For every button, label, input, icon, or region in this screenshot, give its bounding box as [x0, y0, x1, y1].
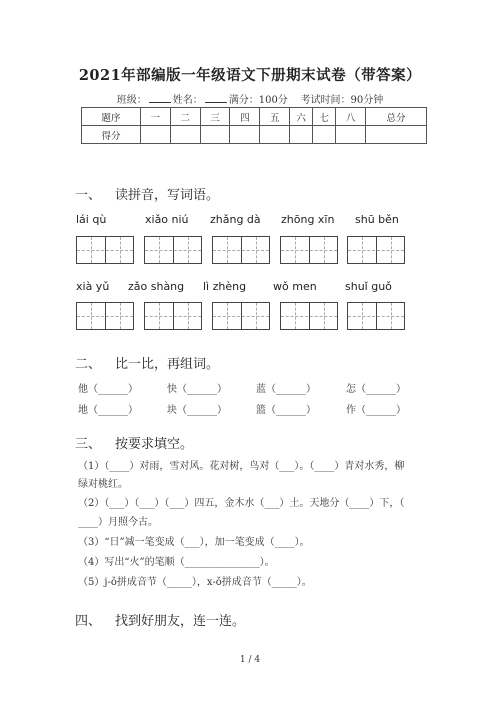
section1-title: 读拼音，写词语。 [115, 188, 220, 203]
score-table-score-row [82, 126, 427, 144]
exam-info [0, 91, 500, 106]
compare-item: 怎（______） [346, 384, 406, 395]
section4-heading [75, 610, 245, 629]
score-row-label: 得分 [82, 126, 141, 144]
pinyin: xiǎo niú [145, 213, 189, 226]
section2-title: 比一比，再组词。 [115, 357, 220, 372]
fill-line: （5）j-ǒ拼成音节（_____），x-ǒ拼成音节（_____）。 [78, 577, 312, 588]
score-input-cell[interactable] [366, 126, 427, 144]
score-input-cell[interactable] [170, 126, 200, 144]
pinyin: wǒ men [273, 280, 317, 293]
compare-item: 蓝（______） [256, 384, 316, 395]
class-blank [149, 93, 171, 103]
writing-grid[interactable] [212, 302, 270, 330]
section2-heading [75, 353, 219, 372]
fill-line: 绿对桃红。 [78, 479, 128, 490]
writing-grid[interactable] [280, 236, 338, 264]
pinyin: shū běn [355, 213, 399, 226]
score-input-cell[interactable] [336, 126, 366, 144]
compare-item: 他（______） [78, 384, 138, 395]
score-cell: 题序 [82, 108, 141, 126]
section1-number: 一、 [75, 188, 102, 203]
writing-grid[interactable] [212, 236, 270, 264]
pinyin: lì zhèng [203, 280, 247, 293]
section2-number: 二、 [75, 357, 102, 372]
compare-item: 地（______） [78, 405, 138, 416]
fill-line: （3）“日”减一笔变成（___），加一笔变成（____）。 [78, 537, 310, 548]
score-cell: 总分 [366, 108, 427, 126]
name-blank [205, 93, 227, 103]
section4-number: 四、 [75, 614, 102, 629]
score-input-cell[interactable] [141, 126, 171, 144]
fill-line: （2）（___）（___）（___）四五，金木水（___）土。天地分（____）下，（ [78, 498, 405, 509]
score-cell: 二 [170, 108, 200, 126]
score-cell: 一 [141, 108, 171, 126]
writing-grid[interactable] [76, 302, 134, 330]
score-cell: 八 [336, 108, 366, 126]
compare-item: 篮（______） [256, 405, 316, 416]
score-table [81, 107, 427, 144]
section1-heading [75, 184, 219, 203]
score-input-cell[interactable] [200, 126, 230, 144]
score-cell: 五 [260, 108, 290, 126]
score-cell: 六 [290, 108, 313, 126]
time-label: 考试时间：90分钟 [300, 95, 384, 106]
score-input-cell[interactable] [313, 126, 336, 144]
fill-line: （1）（____）对雨，雪对风。花对树，鸟对（___）。（____）青对水秀，柳 [78, 461, 405, 472]
compare-item: 快（______） [167, 384, 227, 395]
section3-number: 三、 [75, 437, 102, 452]
pinyin: zǎo shàng [128, 280, 185, 293]
writing-grid[interactable] [76, 236, 134, 264]
compare-item: 块（______） [167, 405, 227, 416]
page-number: 1 / 4 [239, 655, 261, 665]
writing-grid[interactable] [347, 236, 405, 264]
pinyin: lái qù [76, 213, 107, 226]
writing-grid[interactable] [144, 302, 202, 330]
score-cell: 三 [200, 108, 230, 126]
pinyin: shuǐ guǒ [345, 280, 392, 293]
score-cell: 七 [313, 108, 336, 126]
score-input-cell[interactable] [260, 126, 290, 144]
writing-grid[interactable] [280, 302, 338, 330]
class-label: 班级： [116, 95, 147, 106]
score-cell: 四 [230, 108, 260, 126]
writing-grid[interactable] [144, 236, 202, 264]
score-table-header-row [82, 108, 427, 126]
pinyin: zhǎng dà [210, 213, 261, 226]
pinyin: xià yǔ [76, 280, 110, 293]
exam-title: 2021年部编版一年级语文下册期末试卷（带答案） [78, 67, 422, 84]
score-input-cell[interactable] [230, 126, 260, 144]
compare-item: 作（______） [346, 405, 406, 416]
fill-line: ____）月照今古。 [78, 517, 158, 528]
score-input-cell[interactable] [290, 126, 313, 144]
section4-title: 找到好朋友，连一连。 [115, 614, 246, 629]
score-label: 满分：100分 [228, 95, 288, 106]
name-label: 姓名： [172, 95, 203, 106]
fill-line: （4）写出“火”的笔顺（_______________）。 [78, 557, 275, 568]
section3-heading [75, 433, 193, 452]
section3-title: 按要求填空。 [115, 437, 194, 452]
pinyin: zhōng xīn [281, 213, 335, 226]
writing-grid[interactable] [347, 302, 405, 330]
